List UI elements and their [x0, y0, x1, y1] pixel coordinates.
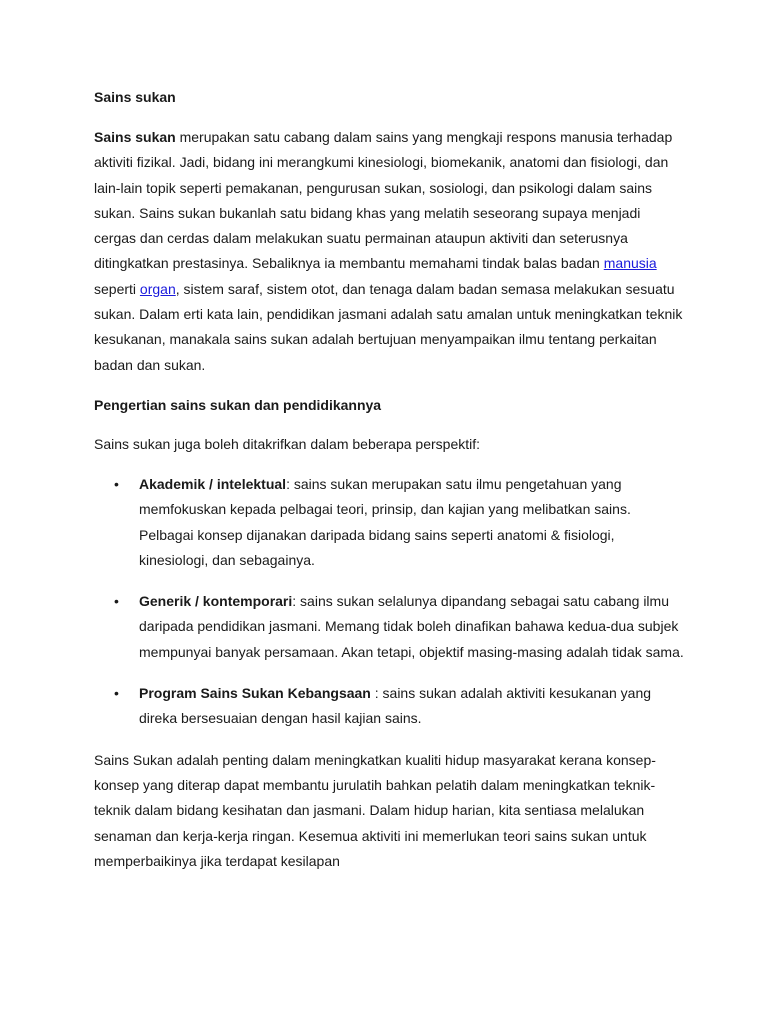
intro-text-1: merupakan satu cabang dalam sains yang mengkaji respons manusia terhadap aktiviti fizikal. Jadi, bidang ini merangkumi kinesiologi, biomekanik, anatomi dan fisiologi, dan lain-lain topik seperti pemakanan, pengurusan sukan, sosiologi, dan psikologi dalam sains sukan. Sains sukan bukanlah satu bidang khas yang melatih seseorang supaya menjadi cergas dan cerdas dalam melakukan suatu permainan ataupun aktiviti dan seterusnya ditingkatkan prestasinya. Sebaliknya ia membantu memahami tindak balas badan	[94, 129, 673, 272]
section-lead: Sains sukan juga boleh ditakrifkan dalam beberapa perspektif:	[94, 435, 481, 452]
closing-paragraph: Sains Sukan adalah penting dalam meningkatkan kualiti hidup masyarakat kerana konsep-konsep yang diterap dapat membantu jurulatih bahkan pelatih dalam meningkatkan teknik-teknik dalam bidang kesihatan dan jasmani. Dalam hidup harian, kita sentiasa melalukan senaman dan kerja-kerja ringan. Kesemua aktiviti ini memerlukan teori sains sukan untuk memperbaikinya jika terdapat kesilapan	[94, 751, 656, 869]
intro-text-3: , sistem saraf, sistem otot, dan tenaga dalam badan semasa melakukan sesuatu sukan. Dalam erti kata lain, pendidikan jasmani adalah satu amalan untuk meningkatkan teknik kesukanan, manakala sains sukan adalah bertujuan menyampaikan ilmu tentang perkaitan badan dan sukan.	[94, 280, 683, 373]
bullet-icon: •	[114, 475, 119, 492]
perspective-desc: : sains sukan selalunya dipandang sebagai satu cabang ilmu daripada pendidikan jasmani. Memang tidak boleh dinafikan bahawa kedua-dua subjek mempunyai banyak persamaan. Akan tetapi, objektif masing-masing adalah tidak sama.	[139, 593, 684, 660]
perspective-desc: : sains sukan merupakan satu ilmu pengetahuan yang memfokuskan kepada pelbagai teori, prinsip, dan kajian yang melibatkan sains. Pelbagai konsep dijanakan daripada bidang sains seperti anatomi & fisiologi, kinesiologi, dan sebagainya.	[139, 475, 631, 568]
intro-bold-lead: Sains sukan	[94, 129, 176, 145]
link-organ[interactable]: organ	[139, 280, 176, 297]
list-item	[94, 472, 684, 573]
perspective-term: Program Sains Sukan Kebangsaan	[139, 685, 371, 702]
bullet-icon: •	[114, 593, 119, 610]
document-page	[94, 86, 684, 874]
perspective-term: Generik / kontemporari	[139, 593, 293, 610]
bullet-icon: •	[114, 685, 119, 702]
document-title: Sains sukan	[94, 89, 176, 105]
perspective-desc: : sains sukan adalah aktiviti kesukanan yang direka bersesuaian dengan hasil kajian sains.	[139, 685, 652, 727]
intro-paragraph	[94, 125, 684, 378]
intro-text-2: seperti	[94, 280, 140, 297]
perspective-list	[94, 472, 684, 732]
list-item	[94, 681, 684, 732]
link-manusia[interactable]: manusia	[603, 255, 657, 272]
list-item	[94, 589, 684, 665]
section-heading: Pengertian sains sukan dan pendidikannya	[94, 396, 382, 413]
perspective-term: Akademik / intelektual	[139, 475, 287, 492]
